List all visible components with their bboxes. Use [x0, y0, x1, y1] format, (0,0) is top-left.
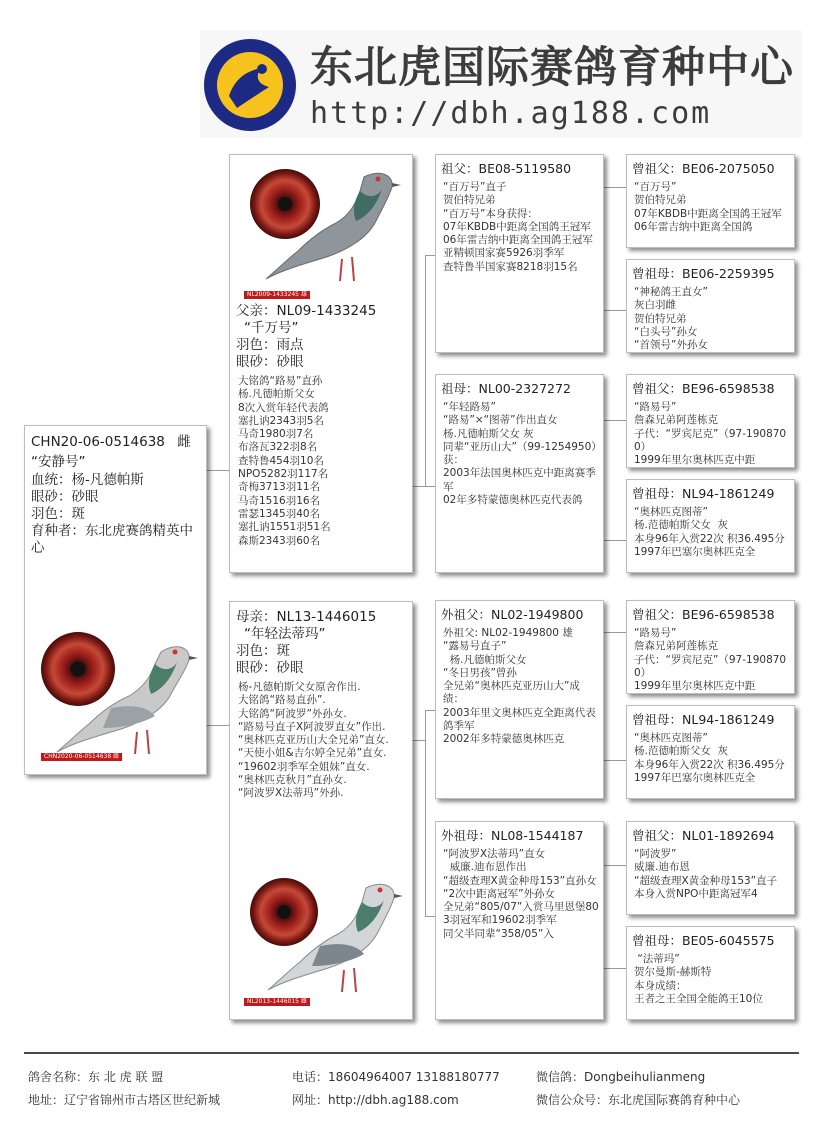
connector-line: [604, 632, 626, 633]
connector-line: [425, 486, 435, 487]
great-granddam-card: [626, 705, 795, 799]
maternal-grandsire-card: [435, 600, 604, 799]
pigeon-photo: [262, 163, 404, 293]
footer-website[interactable]: 网址：http://dbh.ag188.com: [292, 1093, 459, 1107]
dam-eye: 眼砂：砂眼: [236, 660, 304, 676]
great-granddam-card: [626, 479, 795, 573]
sire-name: “千万号”: [244, 320, 299, 336]
great-grandsire-card: [626, 821, 795, 915]
ggp-notes: “奥林匹克图蒂” 杨.范德帕斯父女 灰 本身96年入赏22次 积36.495分 1997年巴塞尔奥林匹克全: [634, 732, 785, 784]
subject-color: 羽色：斑: [31, 506, 85, 522]
subject-photo: [37, 626, 203, 771]
subject-card: [24, 425, 207, 775]
ggp-heading: 曾祖母：BE06-2259395: [632, 266, 775, 281]
ggp-notes: “百万号” 贺伯特兄弟 07年KBDB中距离全国鸽王冠军 06年雷吉纳中距离全国鸽: [634, 181, 782, 233]
connector-line: [604, 760, 626, 761]
dam-name: “年轻法蒂玛”: [244, 626, 326, 642]
ggp-notes: “法蒂玛” 贺尔曼斯-赫斯特 本身成绩： 王者之王全国全能鸽王10位: [634, 953, 763, 1005]
subject-name: “安静号”: [31, 454, 86, 470]
ggp-heading: 曾祖父：BE96-6598538: [632, 381, 775, 396]
connector-line: [604, 968, 626, 969]
connector-line: [425, 916, 435, 917]
sire-card: [229, 154, 413, 573]
footer-address: 地址：辽宁省锦州市古塔区世纪新城: [28, 1093, 221, 1107]
great-grandsire-card: [626, 374, 795, 468]
connector-line: [413, 740, 425, 741]
sire-photo: [244, 161, 404, 301]
dam-photo: [244, 874, 406, 1014]
sire-heading: 父亲：NL09-1433245: [236, 303, 377, 319]
footer-phone: 电话：18604964007 13188180777: [292, 1070, 500, 1084]
subject-bloodline: 血统：杨-凡德帕斯: [31, 472, 144, 488]
sire-photo-tag: NL2009-1433245 雄: [244, 291, 310, 299]
footer-divider: [24, 1052, 799, 1054]
paternal-grandsire-notes: “百万号”直子 贺伯特兄弟 “百万号”本身获得： 07年KBDB中距离全国鸽王冠军 06年雷吉纳中距离全国鸽王冠军 亚精顿国家赛5926羽季军 查特鲁半国家赛8218羽15名: [443, 181, 593, 273]
header-title: 东北虎国际赛鸽育种中心: [310, 43, 794, 93]
paternal-granddam-heading: 祖母：NL00-2327272: [441, 381, 571, 396]
connector-line: [425, 710, 426, 916]
connector-line: [207, 470, 229, 471]
ggp-heading: 曾祖父：NL01-1892694: [632, 828, 775, 843]
sire-eye: 眼砂：砂眼: [236, 354, 304, 370]
ggp-heading: 曾祖母：NL94-1861249: [632, 712, 775, 727]
dam-card: [229, 601, 413, 1020]
connector-line: [604, 420, 626, 421]
ggp-notes: “阿波罗” 威廉.迪布恩 “超级查理X黄金种母153”直子 本身入赏NPO中距离冠军4: [634, 848, 778, 900]
sire-color: 羽色：雨点: [236, 337, 304, 353]
subject-ring-line: [31, 434, 191, 451]
great-grandsire-card: [626, 600, 795, 694]
pigeon-photo: [264, 874, 406, 1004]
maternal-granddam-notes: “阿波罗X法蒂玛”直女 威廉.迪布恩作出 “超级查理X黄金种母153”直孙女 “2次中距离冠军”外孙女 全兄弟“805/07”入赏马里恩堡803羽冠军和19602羽季军 同父半同辈“358/05”入: [443, 848, 599, 940]
ggp-heading: 曾祖母：BE05-6045575: [632, 933, 775, 948]
paternal-grandsire-card: [435, 154, 604, 353]
connector-line: [425, 710, 435, 711]
subject-breeder: 育种者：东北虎赛鸽精英中心: [31, 523, 193, 556]
great-granddam-card: [626, 259, 795, 353]
dam-heading: 母亲：NL13-1446015: [236, 609, 377, 625]
logo: [203, 38, 297, 132]
connector-line: [604, 865, 626, 866]
dam-notes: 杨-凡德帕斯父女原舍作出. 大铭鸽“路易直孙”. 大铭鸽“阿波罗”外孙女. “路易号直子X阿波罗直女”作出. “奥林匹克亚历山大全兄弟”直女. “天使小姐&吉尔婷全兄弟”直女. “19602羽季军全姐妹”直女. “奥林匹克秋月”直孙女. “阿波罗X法蒂玛”外孙.: [238, 681, 389, 800]
connector-line: [604, 540, 626, 541]
paternal-granddam-notes: “年轻路易” “路易”×“图蒂”作出直女 杨.凡德帕斯父女 灰 同辈“亚历山大”（99-1254950）获： 2003年法国奥林匹克中距离赛季军 02年多特蒙德奥林匹克代表鸽: [443, 401, 597, 507]
ggp-notes: “奥林匹克图蒂” 杨.范德帕斯父女 灰 本身96年入赏22次 积36.495分 1997年巴塞尔奥林匹克全: [634, 506, 785, 558]
subject-sex: 雌: [177, 434, 191, 450]
great-granddam-card: [626, 926, 795, 1020]
footer-official-account: 微信公众号：东北虎国际赛鸽育种中心: [536, 1093, 741, 1107]
paternal-granddam-card: [435, 374, 604, 573]
header-url[interactable]: http://dbh.ag188.com: [310, 96, 712, 131]
connector-line: [207, 725, 229, 726]
connector-line: [604, 187, 626, 188]
subject-ring: CHN20-06-0514638: [31, 434, 165, 450]
ggp-heading: 曾祖父：BE06-2075050: [632, 161, 775, 176]
subject-eye: 眼砂：砂眼: [31, 489, 99, 505]
ggp-notes: “神秘鸽王直女” 灰白羽雌 贺伯特兄弟 “白头号”孙女 “首领号”外孙女: [634, 286, 708, 350]
footer-loft-name: 鸽舍名称：东 北 虎 联 盟: [28, 1070, 164, 1084]
dam-color: 羽色：斑: [236, 643, 290, 659]
maternal-grandsire-heading: 外祖父：NL02-1949800: [441, 607, 584, 622]
ggp-heading: 曾祖父：BE96-6598538: [632, 607, 775, 622]
pigeon-photo: [51, 632, 201, 767]
sire-notes: 大铭鸽“路易”直孙 杨.凡德帕斯父女 8次入赏年轻代表鸽 塞扎讷2343羽5名 马奇1980羽7名 布洛瓦322羽8名 查特鲁454羽10名 NPO5282羽117名 奇梅3713羽11名 马奇1516羽16名 雷瑟1345羽40名 塞扎讷1551羽51名 森斯2343羽60名: [238, 375, 331, 547]
connector-line: [425, 255, 435, 256]
ggp-heading: 曾祖母：NL94-1861249: [632, 486, 775, 501]
great-grandsire-card: [626, 154, 795, 248]
connector-line: [425, 255, 426, 486]
ggp-notes: “路易号” 詹森兄弟阿莲栋克 子代：“罗宾尼克”（97-1908700） 1999年里尔奥林匹克中距: [634, 401, 787, 465]
footer-wechat: 微信鸽：Dongbeihulianmeng: [536, 1070, 706, 1084]
subject-photo-tag: CHN2020-06-0514638 雌: [41, 753, 122, 761]
dam-photo-tag: NL2013-1446015 雌: [244, 998, 310, 1006]
maternal-granddam-heading: 外祖母：NL08-1544187: [441, 828, 584, 843]
connector-line: [604, 310, 626, 311]
maternal-granddam-card: [435, 821, 604, 1020]
ggp-notes: “路易号” 詹森兄弟阿莲栋克 子代：“罗宾尼克”（97-1908700） 1999年里尔奥林匹克中距: [634, 627, 787, 691]
connector-line: [413, 486, 425, 487]
paternal-grandsire-heading: 祖父：BE08-5119580: [441, 161, 572, 176]
maternal-grandsire-notes: 外祖父: NL02-1949800 雄 “露易号直子” 杨.凡德帕斯父女 “冬日男孩”曾孙 全兄弟“奥林匹克亚历山大”成绩： 2003年里文奥林匹克全距离代表鸽季军 2002年多特蒙德奥林匹克: [443, 627, 596, 746]
